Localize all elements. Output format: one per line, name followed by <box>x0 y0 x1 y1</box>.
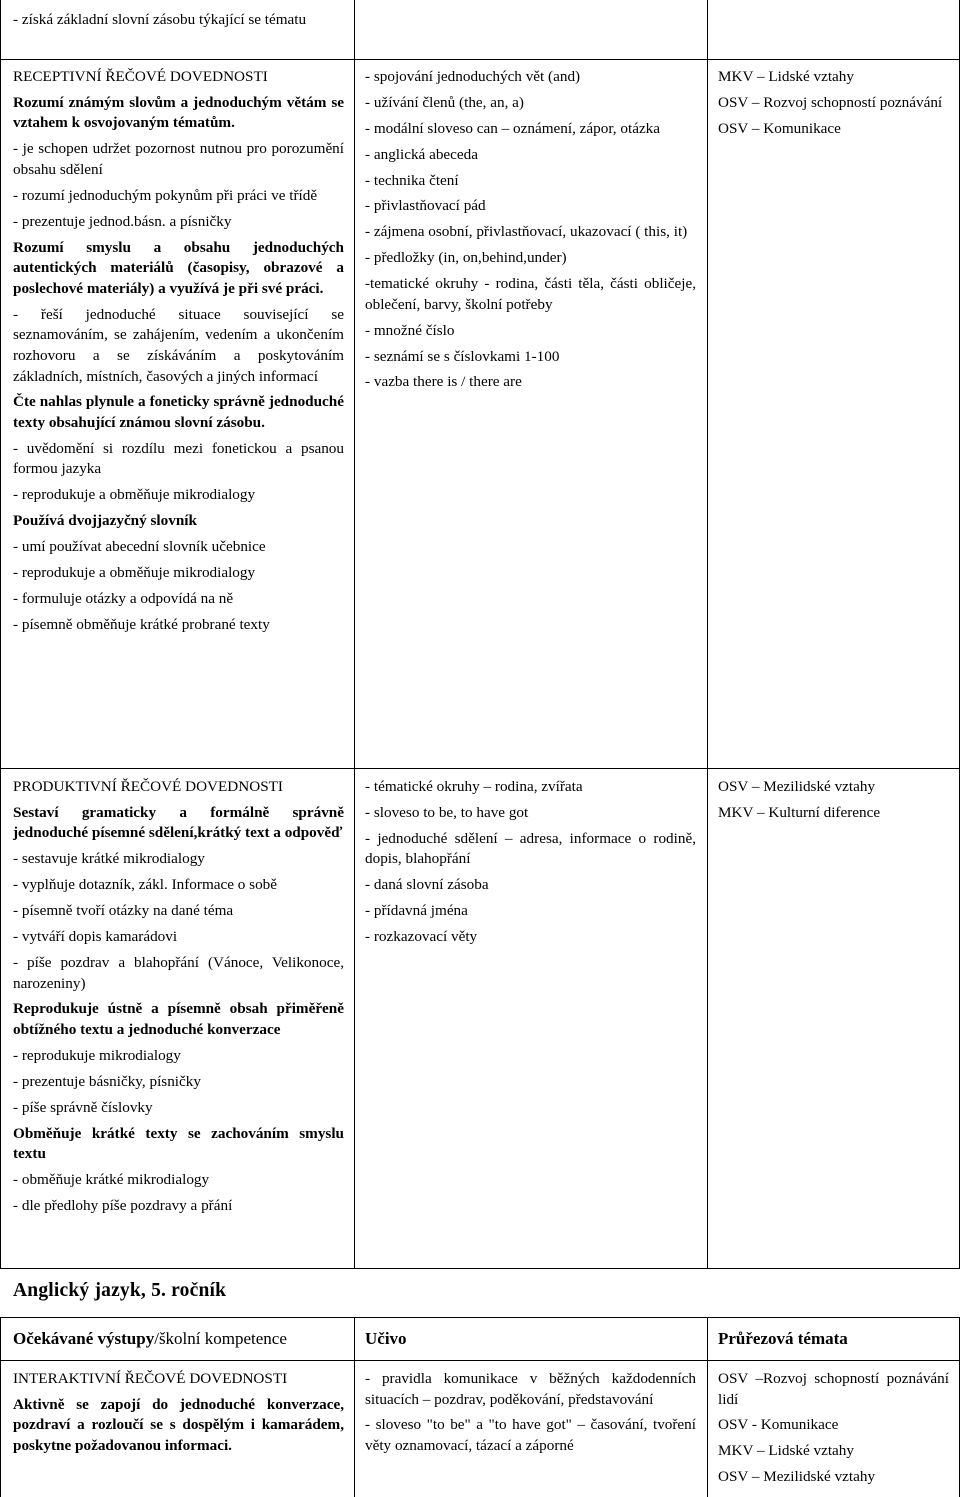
cross-theme-item: OSV – Rozvoj schopností poznávání <box>718 93 943 111</box>
curriculum-item: - přídavná jména <box>365 902 468 920</box>
table-border-left <box>0 0 1 1268</box>
column-divider-2 <box>707 0 708 1268</box>
output-item: - písemně obměňuje krátké probrané texty <box>13 615 270 633</box>
interactive-themes <box>718 1369 949 1493</box>
curriculum-item: - daná slovní zásoba <box>365 876 489 894</box>
productive-outputs <box>13 777 344 1222</box>
productive-curriculum <box>365 777 696 953</box>
cross-theme-item: OSV - Komunikace <box>718 1416 839 1434</box>
output-item: - píše správně číslovky <box>13 1098 153 1116</box>
column-header-outputs-rest: /školní kompetence <box>154 1329 287 1348</box>
cross-theme-item: OSV – Komunikace <box>718 119 841 137</box>
curriculum-item: - modální sloveso can – oznámení, zápor, otázka <box>365 119 661 137</box>
output-heading: Aktivně se zapojí do jednoduché konverzace, pozdraví a rozloučí se s dospělým i kamarádem, poskytne požadovanou informaci. <box>13 1395 344 1455</box>
top-row-outputs <box>13 10 344 36</box>
curriculum-item: - sloveso to be, to have got <box>365 803 529 821</box>
column-header-outputs <box>13 1328 287 1350</box>
curriculum-item: - jednoduché sdělení – adresa, informace o rodině, dopis, blahopřání <box>365 829 696 868</box>
output-item: - prezentuje básničky, písničky <box>13 1072 201 1090</box>
curriculum-item: - technika čtení <box>365 171 459 189</box>
output-heading: Používá dvojjazyčný slovník <box>13 512 197 530</box>
output-item: - formuluje otázky a odpovídá na ně <box>13 589 234 607</box>
output-heading: Rozumí známým slovům a jednoduchým větám se vztahem k osvojovaným tématům. <box>13 93 344 132</box>
column-header-outputs-bold: Očekávané výstupy <box>13 1329 155 1348</box>
output-item: - umí používat abecední slovník učebnice <box>13 538 266 556</box>
output-item: - reprodukuje mikrodialogy <box>13 1046 181 1064</box>
curriculum-item: - pravidla komunikace v běžných každodenních situacích – pozdrav, poděkování, představování <box>365 1370 696 1408</box>
curriculum-item: - spojování jednoduchých vět (and) <box>365 68 581 85</box>
table-bottom <box>0 1268 960 1269</box>
output-item: - reprodukuje a obměňuje mikrodialogy <box>13 486 256 504</box>
cross-theme-item: OSV –Rozvoj schopností poznávání lidí <box>718 1370 949 1408</box>
curriculum-item: - anglická abeceda <box>365 145 478 163</box>
output-item: - vyplňuje dotazník, zákl. Informace o sobě <box>13 876 278 894</box>
output-item: - získá základní slovní zásobu týkající se tématu <box>13 11 307 28</box>
output-item: - uvědomění si rozdílu mezi fonetickou a psanou formou jazyka <box>13 439 344 478</box>
output-heading: Sestaví gramaticky a formálně správně jednoduché písemné sdělení,krátký text a odpověď <box>13 803 344 842</box>
productive-themes <box>718 777 949 829</box>
curriculum-item: - užívání členů (the, an, a) <box>365 93 524 111</box>
curriculum-item: - přivlastňovací pád <box>365 197 486 215</box>
curriculum-item: - sloveso "to be" a "to have got" – časování, tvoření věty oznamovací, tázací a záporné <box>365 1416 696 1455</box>
curriculum-item: - vazba there is / there are <box>365 373 522 391</box>
column-header-curriculum: Učivo <box>365 1329 407 1348</box>
curriculum-item: - množné číslo <box>365 321 455 339</box>
cross-theme-item: OSV – Mezilidské vztahy <box>718 1468 876 1486</box>
column-divider-1 <box>354 0 355 1268</box>
curriculum-item: -tematické okruhy - rodina, části těla, části obličeje, oblečení, barvy, školní potřeby <box>365 275 696 313</box>
curriculum-item: - předložky (in, on,behind,under) <box>365 249 567 267</box>
output-item: - píše pozdrav a blahopřání (Vánoce, Velikonoce, narozeniny) <box>13 953 344 992</box>
interactive-curriculum <box>365 1369 696 1462</box>
row-divider-2 <box>0 768 960 769</box>
output-item: - dle předlohy píše pozdravy a přání <box>13 1196 233 1214</box>
grade-heading: Anglický jazyk, 5. ročník <box>13 1280 227 1301</box>
cross-theme-item: OSV – Mezilidské vztahy <box>718 778 876 795</box>
cross-theme-item: MKV – Lidské vztahy <box>718 68 854 85</box>
output-item: - obměňuje krátké mikrodialogy <box>13 1171 210 1189</box>
output-item: - řeší jednoduché situace související se seznamováním, se zahájením, vedením a ukončením rozhovoru a se získáváním a poskytováním základních, místních, časových a jiných informací <box>13 305 344 385</box>
curriculum-item: - seznámí se s číslovkami 1-100 <box>365 347 560 365</box>
column-header-themes: Průřezová témata <box>718 1329 848 1348</box>
output-item: - sestavuje krátké mikrodialogy <box>13 850 205 868</box>
cross-theme-item: MKV – Kulturní diference <box>718 803 881 821</box>
output-heading: Obměňuje krátké texty se zachováním smyslu textu <box>13 1124 344 1163</box>
receptive-themes <box>718 67 949 145</box>
table2-column-divider-1 <box>354 1317 355 1497</box>
output-heading: Reprodukuje ústně a písemně obsah přiměřeně obtížného textu a jednoduché konverzace <box>13 1000 344 1039</box>
cross-theme-item: MKV – Lidské vztahy <box>718 1442 854 1460</box>
interactive-outputs <box>13 1369 344 1462</box>
output-item: - reprodukuje a obměňuje mikrodialogy <box>13 564 256 582</box>
curriculum-item: - rozkazovací věty <box>365 928 478 946</box>
curriculum-item: - zájmena osobní, přivlastňovací, ukazovací ( this, it) <box>365 223 688 241</box>
table2-header-divider <box>0 1360 960 1361</box>
output-item: - je schopen udržet pozornost nutnou pro porozumění obsahu sdělení <box>13 140 344 178</box>
receptive-curriculum <box>365 67 696 398</box>
output-item: - vytváří dopis kamarádovi <box>13 928 178 946</box>
output-item: INTERAKTIVNÍ ŘEČOVÉ DOVEDNOSTI <box>13 1370 288 1387</box>
row-divider-1 <box>0 59 960 60</box>
output-item: - rozumí jednoduchým pokynům při práci ve třídě <box>13 186 318 204</box>
table2-border-left <box>0 1317 1 1497</box>
receptive-outputs <box>13 67 344 641</box>
output-heading: Čte nahlas plynule a foneticky správně jednoduché texty obsahující známou slovní zásobu. <box>13 393 344 431</box>
output-item: - písemně tvoří otázky na dané téma <box>13 902 234 920</box>
output-item: - prezentuje jednod.básn. a písničky <box>13 212 232 230</box>
output-item: RECEPTIVNÍ ŘEČOVÉ DOVEDNOSTI <box>13 68 268 85</box>
table2-top <box>0 1317 960 1318</box>
table2-column-divider-2 <box>707 1317 708 1497</box>
output-item: PRODUKTIVNÍ ŘEČOVÉ DOVEDNOSTI <box>13 778 283 795</box>
curriculum-item: - tématické okruhy – rodina, zvířata <box>365 778 583 795</box>
output-heading: Rozumí smyslu a obsahu jednoduchých autentických materiálů (časopisy, obrazové a poslechové materiály) a využívá je při své práci. <box>13 238 344 297</box>
